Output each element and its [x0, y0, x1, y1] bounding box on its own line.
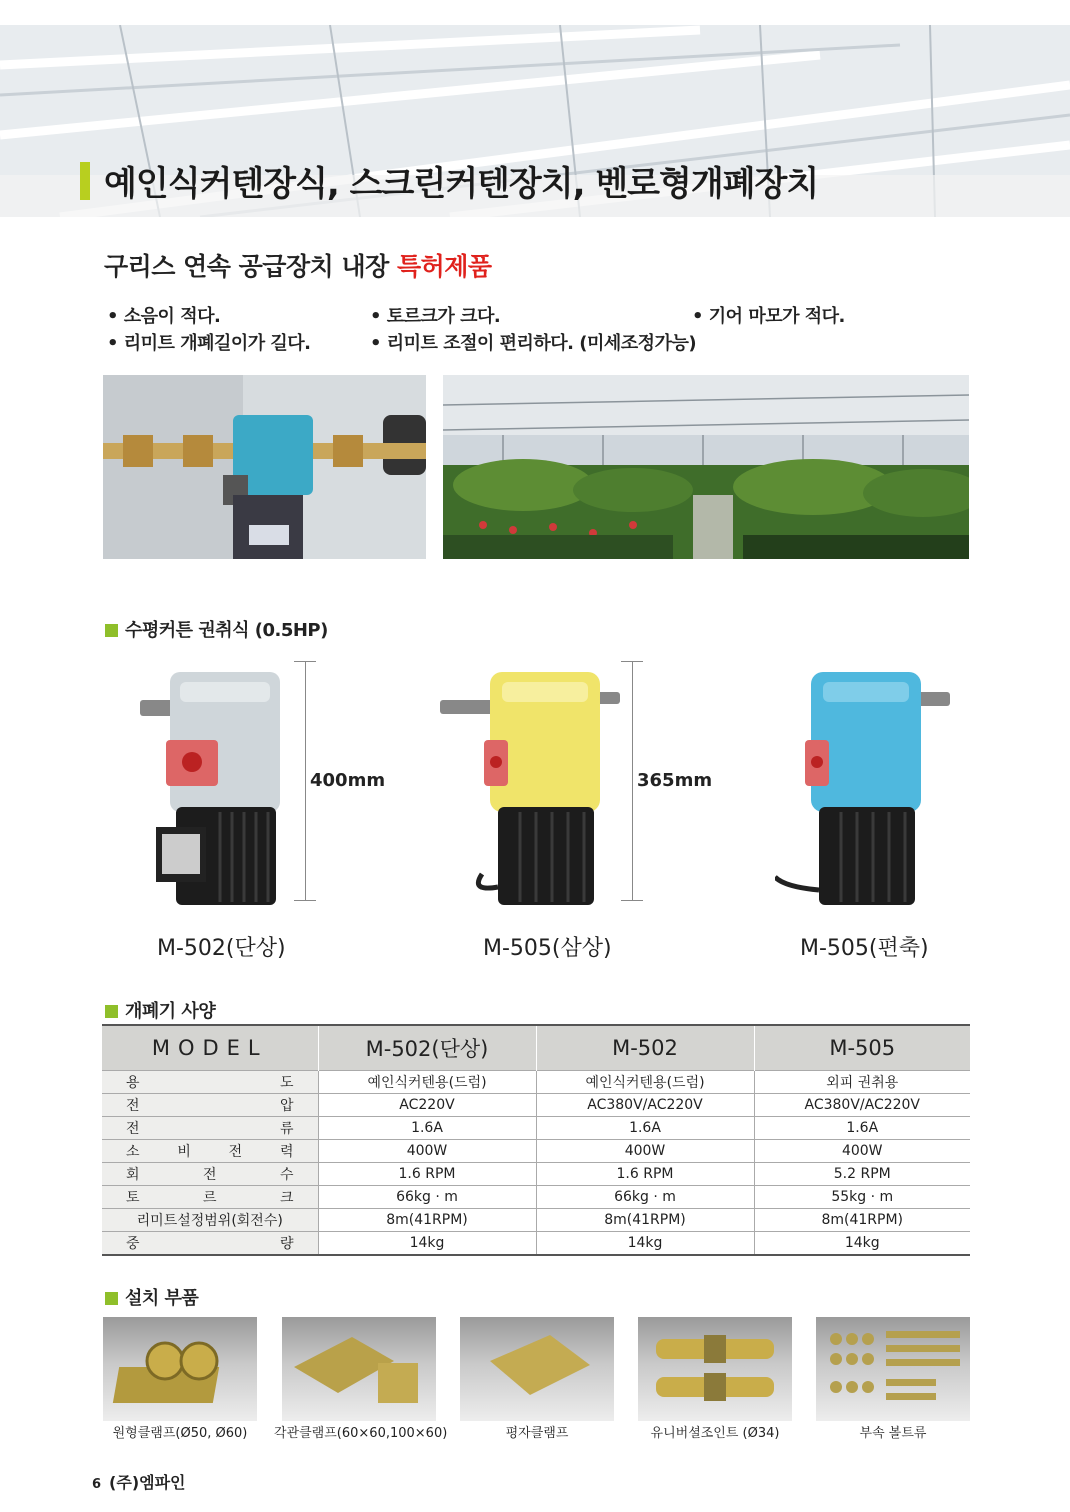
part-image-bolts [816, 1317, 970, 1421]
dimension-label-short: 365mm [637, 770, 713, 791]
greenhouse-interior-photo [443, 375, 969, 559]
spec-cell: 66kg · m [318, 1186, 536, 1209]
feature-item: • 소음이 적다. [107, 306, 221, 327]
spec-row-label-char: 크 [279, 1190, 294, 1206]
spec-row-label [102, 1094, 318, 1117]
spec-header-cell: M-505 [754, 1025, 970, 1071]
dimension-tick [621, 900, 643, 901]
spec-row-label [102, 1163, 318, 1186]
subtitle [104, 247, 492, 283]
spec-row-label [102, 1117, 318, 1140]
spec-row [102, 1186, 970, 1209]
subtitle-highlight: 특허제품 [396, 252, 492, 281]
model-label: M-505(편축) [800, 936, 929, 961]
spec-row-label-char: 류 [279, 1121, 294, 1137]
section-heading-spec: 개폐기 사양 [105, 997, 215, 1023]
spec-cell: 14kg [318, 1232, 536, 1256]
spec-cell: 8m(41RPM) [318, 1209, 536, 1232]
spec-row-label [102, 1232, 318, 1256]
part-caption: 부속 볼트류 [859, 1426, 927, 1441]
spec-cell: AC380V/AC220V [536, 1094, 754, 1117]
spec-cell: 400W [754, 1140, 970, 1163]
motor-image-m502 [140, 662, 310, 912]
spec-cell: 외피 권취용 [754, 1071, 970, 1094]
feature-item: • 리미트 조절이 편리하다. (미세조정가능) [370, 333, 697, 354]
spec-cell: 400W [318, 1140, 536, 1163]
spec-row [102, 1232, 970, 1256]
footer [92, 1470, 186, 1493]
spec-cell: AC380V/AC220V [754, 1094, 970, 1117]
spec-row-label-char: 수 [279, 1167, 294, 1183]
dimension-label-tall: 400mm [310, 770, 386, 791]
motor-image-m505-offset [775, 662, 955, 912]
part-caption: 원형클램프(Ø50, Ø60) [112, 1426, 248, 1441]
section-heading-winding: 수평커튼 권취식 (0.5HP) [105, 616, 328, 642]
dimension-tick [294, 900, 316, 901]
spec-header-cell: MODEL [102, 1025, 318, 1071]
dimension-line-short [632, 661, 633, 901]
spec-row-label-char: 회 [126, 1167, 140, 1183]
spec-cell: 1.6 RPM [536, 1163, 754, 1186]
dimension-line-tall [305, 661, 306, 901]
spec-row [102, 1071, 970, 1094]
spec-header-row [102, 1025, 970, 1071]
page-title: 예인식커텐장식, 스크린커텐장치, 벤로형개폐장치 [104, 164, 819, 204]
bullet-square-icon [105, 1292, 118, 1305]
spec-cell: 66kg · m [536, 1186, 754, 1209]
spec-row-label-char: 도 [279, 1075, 294, 1091]
model-label: M-502(단상) [157, 936, 286, 961]
part-image-universal-joint [638, 1317, 792, 1421]
spec-row-label-char: 압 [279, 1098, 294, 1114]
spec-row-label-char: 중 [126, 1236, 140, 1252]
company-name: (주)엠파인 [109, 1473, 186, 1492]
spec-cell: 예인식커텐용(드럼) [318, 1071, 536, 1094]
spec-row-label-char: 용 [126, 1075, 140, 1091]
spec-row [102, 1117, 970, 1140]
spec-cell: 400W [536, 1140, 754, 1163]
spec-cell: 14kg [754, 1232, 970, 1256]
part-image-round-clamp [103, 1317, 257, 1421]
spec-cell: 14kg [536, 1232, 754, 1256]
spec-row-label-char: 전 [126, 1121, 140, 1137]
spec-cell: 1.6A [536, 1117, 754, 1140]
spec-row [102, 1163, 970, 1186]
spec-cell: AC220V [318, 1094, 536, 1117]
spec-cell: 55kg · m [754, 1186, 970, 1209]
spec-row-label [102, 1209, 318, 1232]
page-number: 6 [92, 1477, 102, 1492]
part-image-square-clamp [282, 1317, 436, 1421]
part-caption: 평자클램프 [505, 1426, 569, 1441]
spec-row-label-char: 전 [126, 1098, 140, 1114]
spec-row-label-char: 전 [202, 1167, 217, 1183]
model-label: M-505(삼상) [483, 936, 612, 961]
title-accent-bar [80, 162, 90, 200]
spec-row-label-char: 토 [126, 1190, 140, 1206]
part-caption: 유니버셜조인트 (Ø34) [650, 1426, 780, 1441]
spec-row-label [102, 1071, 318, 1094]
spec-header-cell: M-502(단상) [318, 1025, 536, 1071]
spec-cell: 8m(41RPM) [754, 1209, 970, 1232]
subtitle-main: 구리스 연속 공급장치 내장 [104, 252, 397, 281]
spec-row-label-char: 리미트설정범위(회전수) [136, 1213, 283, 1229]
spec-row-label-char: 비 [177, 1144, 191, 1160]
spec-row-label-char: 르 [202, 1190, 217, 1206]
spec-row [102, 1094, 970, 1117]
part-image-flat-clamp [460, 1317, 614, 1421]
spec-cell: 1.6A [318, 1117, 536, 1140]
spec-row [102, 1140, 970, 1163]
part-caption: 각관클램프(60×60,100×60) [274, 1426, 448, 1441]
feature-item: • 리미트 개폐길이가 길다. [107, 333, 311, 354]
spec-cell: 1.6 RPM [318, 1163, 536, 1186]
spec-cell: 8m(41RPM) [536, 1209, 754, 1232]
motor-image-m505-three-phase [440, 662, 620, 912]
spec-row-label-char: 전 [228, 1144, 243, 1160]
feature-item: • 기어 마모가 적다. [692, 306, 845, 327]
installed-motor-photo [103, 375, 426, 559]
section-heading-parts: 설치 부품 [105, 1284, 198, 1310]
spec-cell: 1.6A [754, 1117, 970, 1140]
bullet-square-icon [105, 624, 118, 637]
spec-row-label-char: 량 [279, 1236, 294, 1252]
spec-row-label [102, 1186, 318, 1209]
spec-cell: 예인식커텐용(드럼) [536, 1071, 754, 1094]
spec-table [102, 1024, 970, 1256]
bullet-square-icon [105, 1005, 118, 1018]
spec-header-cell: M-502 [536, 1025, 754, 1071]
feature-item: • 토르크가 크다. [370, 306, 501, 327]
spec-row-label [102, 1140, 318, 1163]
spec-row [102, 1209, 970, 1232]
spec-row-label-char: 소 [126, 1144, 140, 1160]
spec-row-label-char: 력 [279, 1144, 294, 1160]
spec-cell: 5.2 RPM [754, 1163, 970, 1186]
